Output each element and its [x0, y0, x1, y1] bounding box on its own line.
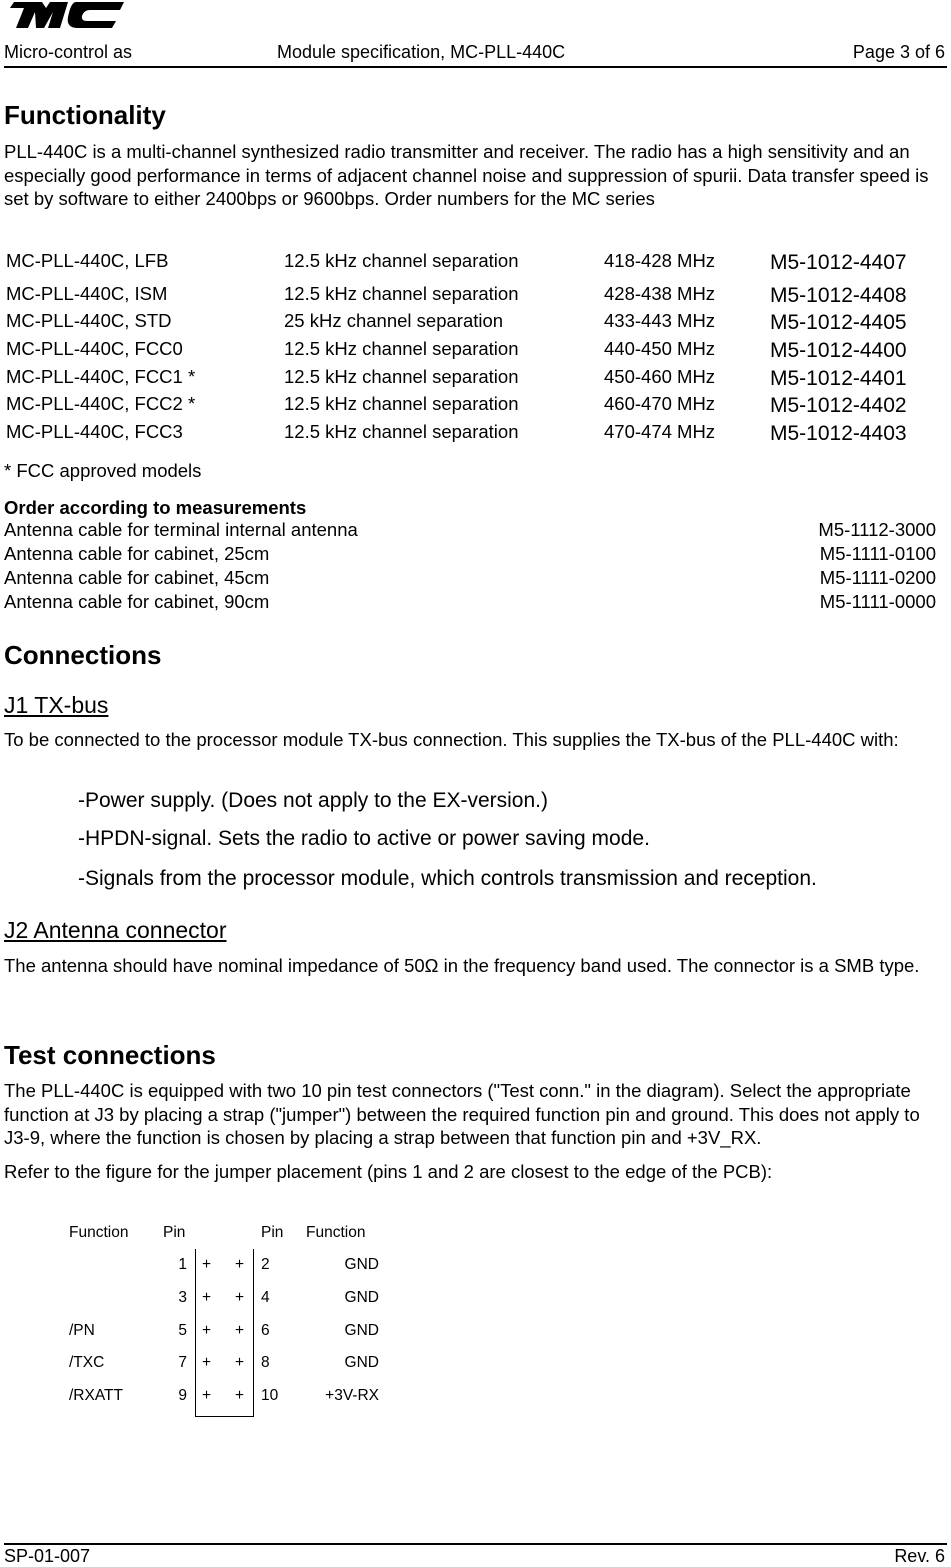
j2-description: The antenna should have nominal impedance of 50Ω in the frequency band used. The connector is a SMB type.: [4, 955, 920, 976]
model-name: MC-PLL-440C, STD: [6, 310, 172, 331]
list-item: [4, 519, 936, 543]
column-header-function-left: Function: [69, 1224, 129, 1241]
pin-marker-right: +: [235, 1289, 245, 1306]
pin-number-left: 5: [178, 1322, 187, 1339]
pin-function-right: GND: [344, 1289, 379, 1306]
table-row: [6, 421, 946, 449]
model-separation: 12.5 kHz channel separation: [284, 366, 519, 387]
table-row: [6, 310, 946, 338]
fcc-footnote: * FCC approved models: [4, 460, 202, 481]
model-order-number: M5-1012-4408: [770, 284, 907, 307]
pin-marker-left: +: [202, 1354, 212, 1371]
model-separation: 12.5 kHz channel separation: [284, 393, 519, 414]
pin-marker-right: +: [235, 1322, 245, 1339]
table-row: [6, 338, 946, 366]
pin-number-right: 2: [261, 1256, 270, 1273]
pin-number-left: 1: [178, 1256, 187, 1273]
j1-item: -Power supply. (Does not apply to the EX-version.): [78, 789, 548, 812]
column-header-function-right: Function: [306, 1224, 366, 1241]
model-band: 418-428 MHz: [604, 250, 716, 271]
cable-item: Antenna cable for cabinet, 90cm: [4, 591, 270, 612]
table-row: [6, 393, 946, 421]
test-connections-heading: Test connections: [4, 1040, 216, 1070]
cable-order-number: M5-1111-0200: [819, 567, 936, 588]
column-header-pin-right: Pin: [261, 1224, 284, 1241]
model-order-number: M5-1012-4407: [770, 251, 907, 274]
model-band: 460-470 MHz: [604, 393, 716, 414]
list-item: [4, 543, 936, 567]
pin-number-left: 3: [178, 1289, 187, 1306]
model-band: 470-474 MHz: [604, 421, 716, 442]
model-name: MC-PLL-440C, LFB: [6, 250, 169, 271]
model-order-number: M5-1012-4403: [770, 422, 907, 445]
pin-function-left: /TXC: [69, 1354, 105, 1371]
header-company: Micro-control as: [4, 42, 133, 62]
jumper-instructions: Refer to the figure for the jumper placement (pins 1 and 2 are closest to the edge of the PCB):: [4, 1161, 773, 1182]
pin-number-right: 8: [261, 1354, 270, 1371]
connections-heading: Connections: [4, 640, 162, 670]
header-rule: [4, 66, 947, 68]
cable-item: Antenna cable for cabinet, 45cm: [4, 567, 270, 588]
functionality-intro: PLL-440C is a multi-channel synthesized radio transmitter and receiver. The radio has a high sensitivity and an especially good performance in terms of adjacent channel noise and suppression of spurii. Data transfer speed is set by software to either 2400bps or 9600bps. Order numbers for the MC series: [4, 141, 929, 209]
company-logo: [6, 0, 126, 30]
j1-item: -HPDN-signal. Sets the radio to active or power saving mode.: [78, 827, 650, 850]
model-name: MC-PLL-440C, FCC0: [6, 338, 183, 359]
table-row: [6, 366, 946, 394]
model-name: MC-PLL-440C, FCC3: [6, 421, 183, 442]
table-row: [6, 250, 946, 278]
column-header-pin-left: Pin: [163, 1224, 186, 1241]
cable-order-number: M5-1112-3000: [818, 519, 936, 540]
model-order-number: M5-1012-4400: [770, 339, 907, 362]
model-order-number: M5-1012-4405: [770, 311, 907, 334]
model-separation: 25 kHz channel separation: [284, 310, 504, 331]
list-item: [4, 567, 936, 591]
order-heading: Order according to measurements: [4, 497, 307, 518]
pin-marker-left: +: [202, 1387, 212, 1404]
model-name: MC-PLL-440C, ISM: [6, 283, 168, 304]
pin-marker-right: +: [235, 1256, 245, 1273]
pin-number-left: 9: [178, 1387, 187, 1404]
cable-item: Antenna cable for terminal internal antenna: [4, 519, 358, 540]
footer-doc-id: SP-01-007: [4, 1546, 91, 1566]
j1-item: -Signals from the processor module, which controls transmission and reception.: [78, 867, 817, 890]
pin-number-right: 10: [261, 1387, 279, 1404]
table-row: [6, 283, 946, 311]
pin-marker-right: +: [235, 1354, 245, 1371]
footer-rule: [4, 1543, 947, 1545]
header-page-number: Page 3 of 6: [852, 42, 945, 62]
header-title: Module specification, MC-PLL-440C: [277, 42, 566, 62]
model-band: 433-443 MHz: [604, 310, 716, 331]
pin-function-right: +3V-RX: [325, 1387, 379, 1404]
model-order-number: M5-1012-4402: [770, 394, 907, 417]
pin-function-right: GND: [344, 1322, 379, 1339]
pin-function-right: GND: [344, 1354, 379, 1371]
model-name: MC-PLL-440C, FCC2 *: [6, 393, 196, 414]
functionality-heading: Functionality: [4, 100, 166, 130]
cable-order-number: M5-1111-0100: [819, 543, 936, 564]
pin-marker-left: +: [202, 1289, 212, 1306]
pin-number-left: 7: [178, 1354, 187, 1371]
test-description: The PLL-440C is equipped with two 10 pin test connectors ("Test conn." in the diagram). Select the appropriate function at J3 by placing a strap ("jumper") between the required function pin and ground. This does not apply to J3-9, where the function is chosen by placing a strap between that function pin and +3V_RX.: [4, 1080, 920, 1148]
pin-marker-left: +: [202, 1322, 212, 1339]
model-separation: 12.5 kHz channel separation: [284, 421, 519, 442]
footer-revision: Rev. 6: [894, 1546, 945, 1566]
pin-function-left: /PN: [69, 1322, 95, 1339]
j1-heading: J1 TX-bus: [4, 692, 109, 718]
cable-order-number: M5-1111-0000: [819, 591, 936, 612]
pin-number-right: 6: [261, 1322, 270, 1339]
j2-heading: J2 Antenna connector: [4, 917, 227, 943]
pin-function-left: /RXATT: [69, 1387, 123, 1404]
list-item: [4, 591, 936, 615]
j1-description: To be connected to the processor module TX-bus connection. This supplies the TX-bus of the PLL-440C with:: [4, 729, 899, 750]
cable-item: Antenna cable for cabinet, 25cm: [4, 543, 270, 564]
model-band: 428-438 MHz: [604, 283, 716, 304]
model-name: MC-PLL-440C, FCC1 *: [6, 366, 196, 387]
pin-function-right: GND: [344, 1256, 379, 1273]
pin-marker-left: +: [202, 1256, 212, 1273]
model-separation: 12.5 kHz channel separation: [284, 283, 519, 304]
pin-marker-right: +: [235, 1387, 245, 1404]
model-order-number: M5-1012-4401: [770, 367, 907, 390]
pin-number-right: 4: [261, 1289, 270, 1306]
model-band: 440-450 MHz: [604, 338, 716, 359]
model-separation: 12.5 kHz channel separation: [284, 250, 519, 271]
model-band: 450-460 MHz: [604, 366, 716, 387]
model-separation: 12.5 kHz channel separation: [284, 338, 519, 359]
